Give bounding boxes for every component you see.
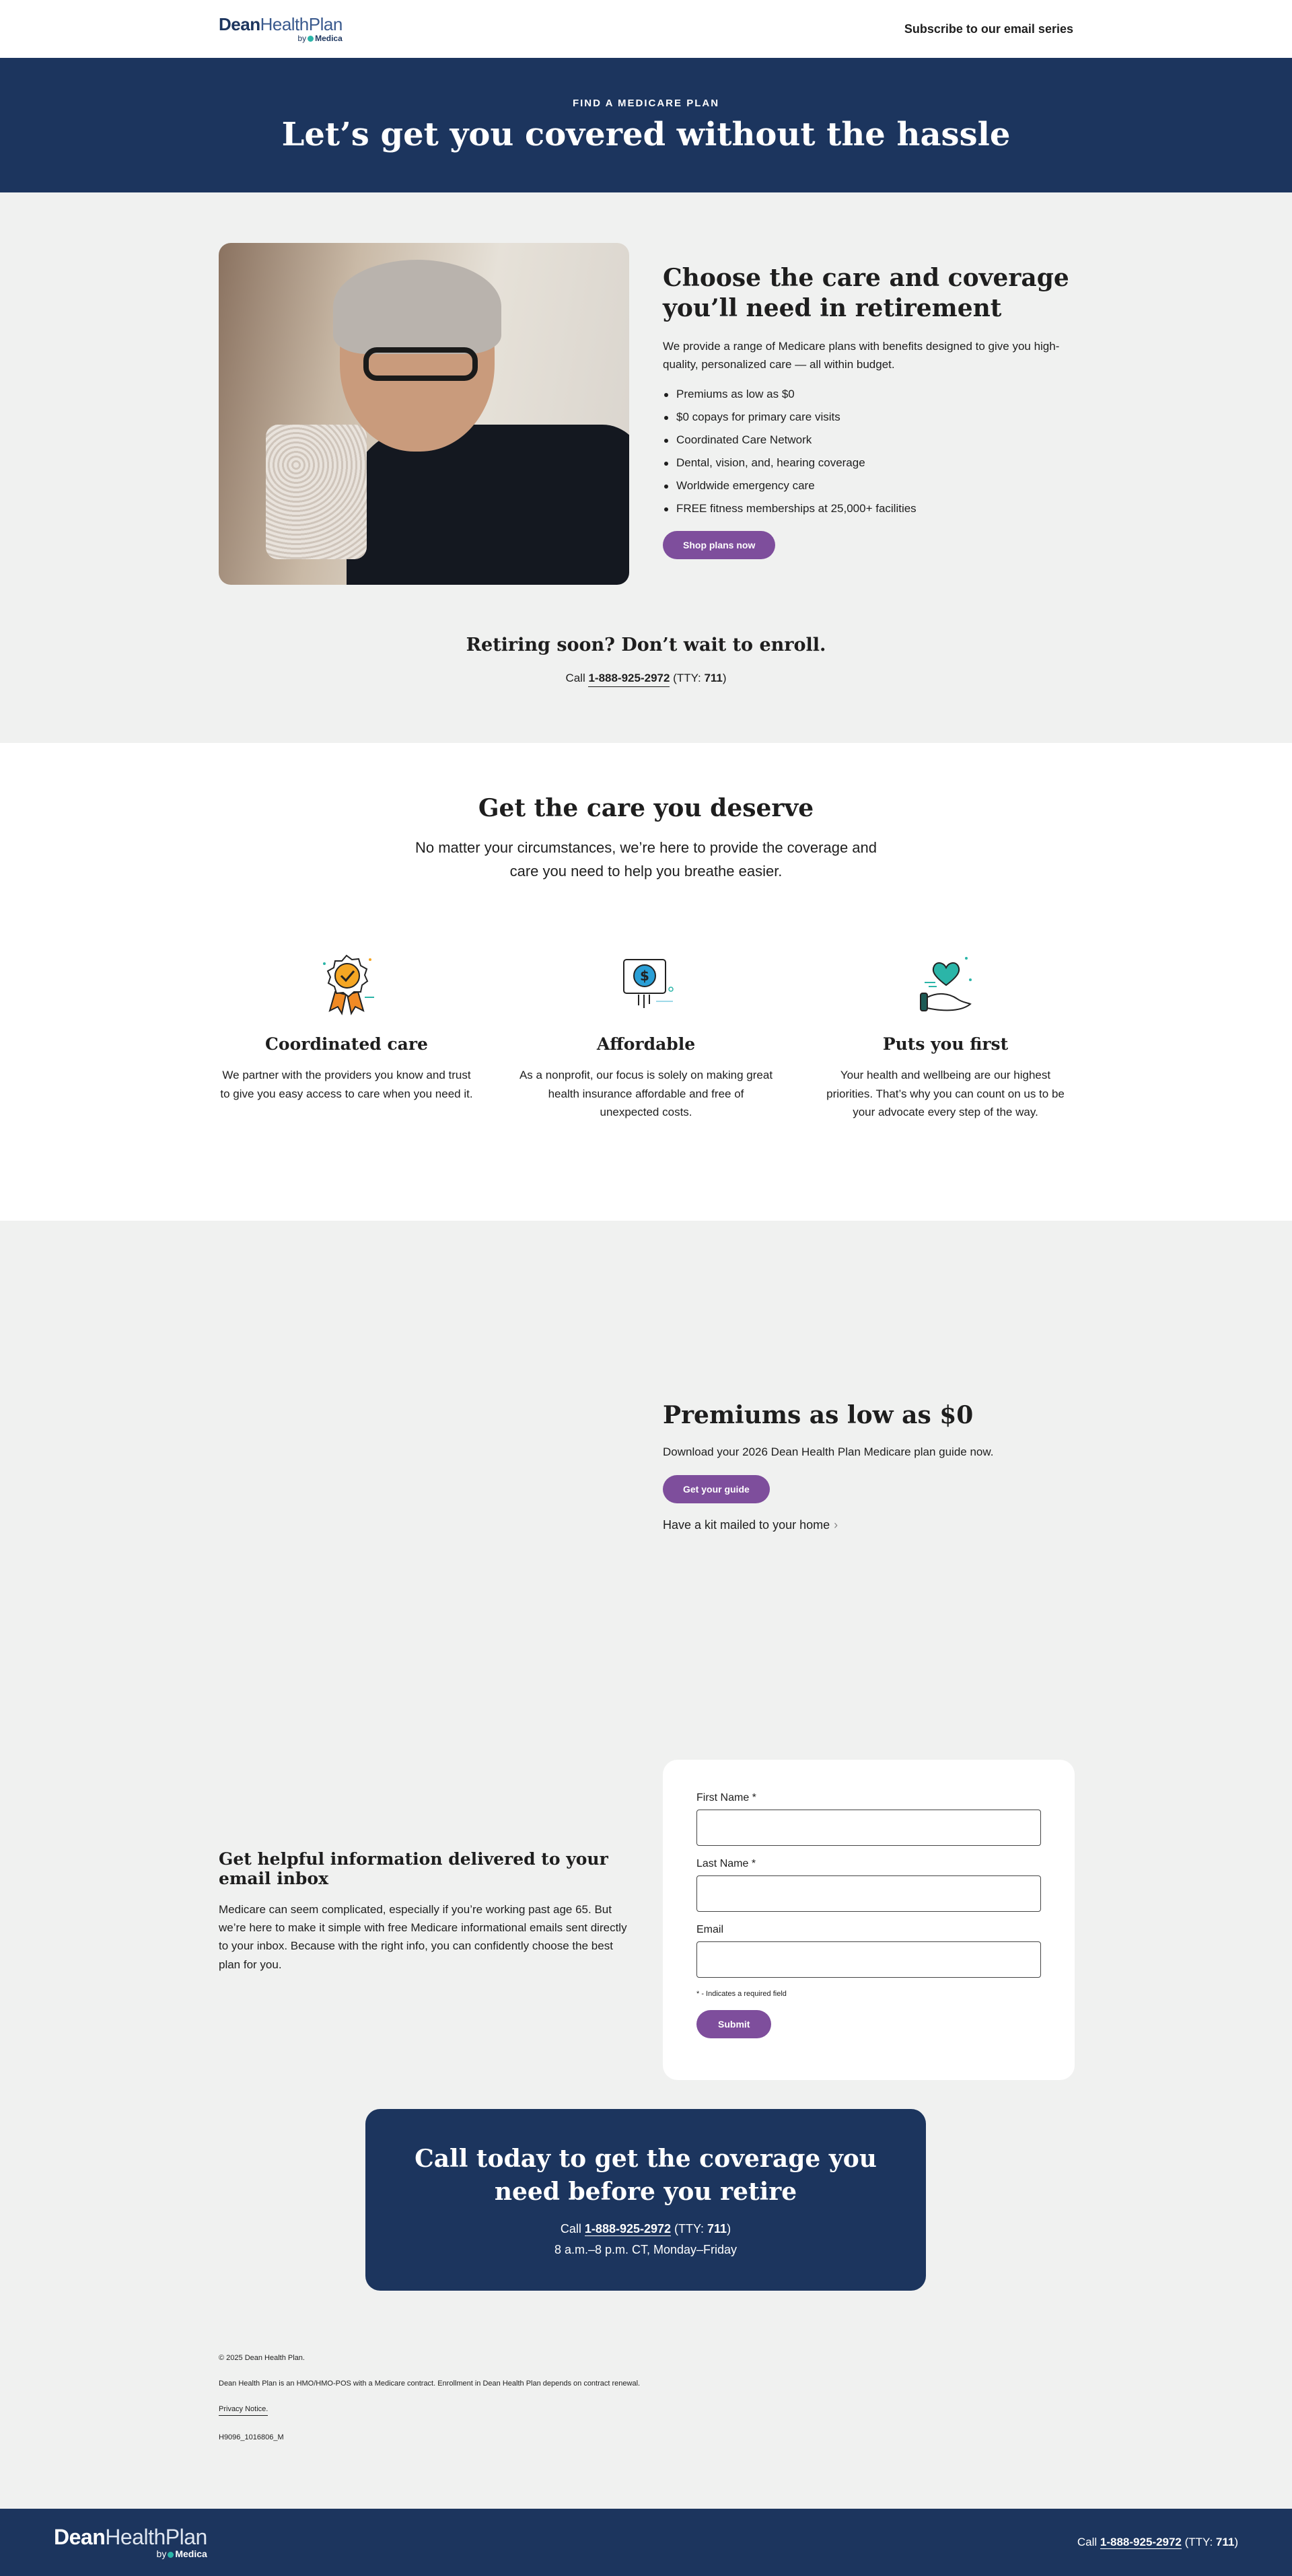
signup-form bbox=[663, 1760, 1075, 2080]
tty-link[interactable]: 711 bbox=[707, 2222, 727, 2236]
call-cta-section bbox=[0, 2109, 1292, 2336]
benefits-list bbox=[663, 383, 1073, 520]
retiring-call-line: Call 1-888-925-2972 (TTY: 711) bbox=[0, 672, 1292, 685]
feature-title: Puts you first bbox=[882, 1034, 1009, 1054]
first-name-label: First Name * bbox=[696, 1792, 756, 1803]
care-lead: No matter your circumstances, we’re here to provide the coverage and care you need to help you breathe easier. bbox=[415, 839, 877, 880]
medica-dot-icon bbox=[308, 36, 314, 42]
feature-puts-you-first bbox=[818, 947, 1073, 1121]
site-footer bbox=[0, 2509, 1292, 2576]
benefit-item: Worldwide emergency care bbox=[663, 474, 1073, 497]
contract-disclaimer: Dean Health Plan is an HMO/HMO-POS with a Medicare contract. Enrollment in Dean Health Plan depends on contract renewal. bbox=[219, 2380, 641, 2388]
phone-link[interactable]: 1-888-925-2972 bbox=[588, 672, 670, 687]
disclaimers bbox=[0, 2336, 1292, 2509]
footer-call-line: Call 1-888-925-2972 (TTY: 711) bbox=[1077, 2536, 1238, 2548]
retiring-soon-title: Retiring soon? Don’t wait to enroll. bbox=[466, 635, 826, 655]
heart-hand-icon bbox=[818, 947, 1073, 1021]
feature-text: We partner with the providers you know and trust to give you easy access to care when you need it. bbox=[220, 1069, 473, 1100]
feature-title: Coordinated care bbox=[265, 1034, 428, 1054]
logo-medica-text: Medica bbox=[315, 34, 343, 43]
email-label: Email bbox=[696, 1924, 724, 1935]
retiring-soon-block bbox=[0, 635, 1292, 685]
material-code: H9096_1016806_M bbox=[219, 2433, 284, 2441]
subscribe-link[interactable]: Subscribe to our email series bbox=[904, 22, 1073, 36]
care-section bbox=[0, 743, 1292, 1221]
premiums-section bbox=[0, 1221, 1292, 1735]
award-ribbon-icon bbox=[219, 947, 474, 1021]
hero-banner bbox=[0, 58, 1292, 192]
feature-text: As a nonprofit, our focus is solely on making great health insurance affordable and free of unexpected costs. bbox=[519, 1069, 773, 1118]
care-title: Get the care you deserve bbox=[478, 794, 814, 822]
cta-call-line: Call 1-888-925-2972 (TTY: 711) bbox=[560, 2222, 731, 2236]
feature-text: Your health and wellbeing are our highest priorities. That’s why you can count on us to be your advocate every step of the way. bbox=[826, 1069, 1065, 1118]
tty-link[interactable]: 711 bbox=[704, 672, 723, 684]
benefit-item: Premiums as low as $0 bbox=[663, 383, 1073, 406]
email-signup-section bbox=[0, 1735, 1292, 2109]
cta-title: Call today to get the coverage you need before you retire bbox=[415, 2145, 877, 2206]
first-name-field[interactable] bbox=[696, 1810, 1041, 1846]
footer-logo[interactable]: DeanHealthPlan by Medica bbox=[54, 2525, 207, 2559]
required-field-note: * - Indicates a required field bbox=[696, 1990, 787, 1998]
site-header bbox=[0, 0, 1292, 58]
logo-dean-text: Dean bbox=[219, 14, 260, 34]
phone-link[interactable]: 1-888-925-2972 bbox=[584, 2222, 672, 2236]
intro-section bbox=[0, 192, 1292, 743]
last-name-field[interactable] bbox=[696, 1875, 1041, 1912]
phone-link[interactable]: 1-888-925-2972 bbox=[1100, 2536, 1182, 2548]
copyright-text: © 2025 Dean Health Plan. bbox=[219, 2354, 305, 2362]
chevron-right-icon: › bbox=[834, 1518, 838, 1532]
feature-title: Affordable bbox=[596, 1034, 696, 1054]
intro-title: Choose the care and coverage you’ll need in retirement bbox=[663, 264, 1069, 322]
email-field[interactable] bbox=[696, 1941, 1041, 1978]
hero-title: Let’s get you covered without the hassle bbox=[281, 115, 1011, 153]
feature-affordable bbox=[518, 947, 774, 1121]
tty-link[interactable]: 711 bbox=[1215, 2536, 1235, 2548]
premiums-title: Premiums as low as $0 bbox=[663, 1401, 974, 1429]
signup-title: Get helpful information delivered to your email inbox bbox=[219, 1849, 608, 1888]
get-guide-button[interactable]: Get your guide bbox=[663, 1475, 770, 1503]
svg-text:$: $ bbox=[640, 968, 649, 985]
mail-kit-link[interactable]: Have a kit mailed to your home › bbox=[663, 1518, 838, 1532]
medica-dot-icon bbox=[168, 2552, 174, 2558]
last-name-label: Last Name * bbox=[696, 1858, 756, 1869]
benefit-item: $0 copays for primary care visits bbox=[663, 406, 1073, 429]
submit-button[interactable]: Submit bbox=[696, 2010, 771, 2038]
senior-man-with-mug-photo bbox=[219, 243, 629, 585]
benefit-item: FREE fitness memberships at 25,000+ facilities bbox=[663, 497, 1073, 520]
shop-plans-button[interactable]: Shop plans now bbox=[663, 531, 775, 559]
benefit-item: Dental, vision, and, hearing coverage bbox=[663, 452, 1073, 474]
intro-description: We provide a range of Medicare plans with benefits designed to give you high-quality, personalized care — all within budget. bbox=[663, 340, 1060, 371]
premiums-text: Download your 2026 Dean Health Plan Medicare plan guide now. bbox=[663, 1445, 994, 1458]
benefit-item: Coordinated Care Network bbox=[663, 429, 1073, 452]
privacy-notice-link[interactable]: Privacy Notice. bbox=[219, 2405, 268, 2416]
feature-coordinated-care bbox=[219, 947, 474, 1121]
call-cta-card bbox=[365, 2109, 926, 2291]
dollar-monitor-icon bbox=[518, 947, 774, 1021]
dean-health-plan-logo[interactable] bbox=[219, 15, 343, 42]
signup-text: Medicare can seem complicated, especially if you’re working past age 65. But we’re here to make it simple with free Medicare informational emails sent directly to your inbox. Because with the right info, you can confidently choose the best plan for you. bbox=[219, 1903, 627, 1971]
cta-hours: 8 a.m.–8 p.m. CT, Monday–Friday bbox=[554, 2242, 738, 2256]
logo-by-text: by bbox=[297, 34, 307, 43]
hero-eyebrow: FIND A MEDICARE PLAN bbox=[572, 97, 720, 109]
logo-healthplan-text: HealthPlan bbox=[260, 14, 343, 34]
